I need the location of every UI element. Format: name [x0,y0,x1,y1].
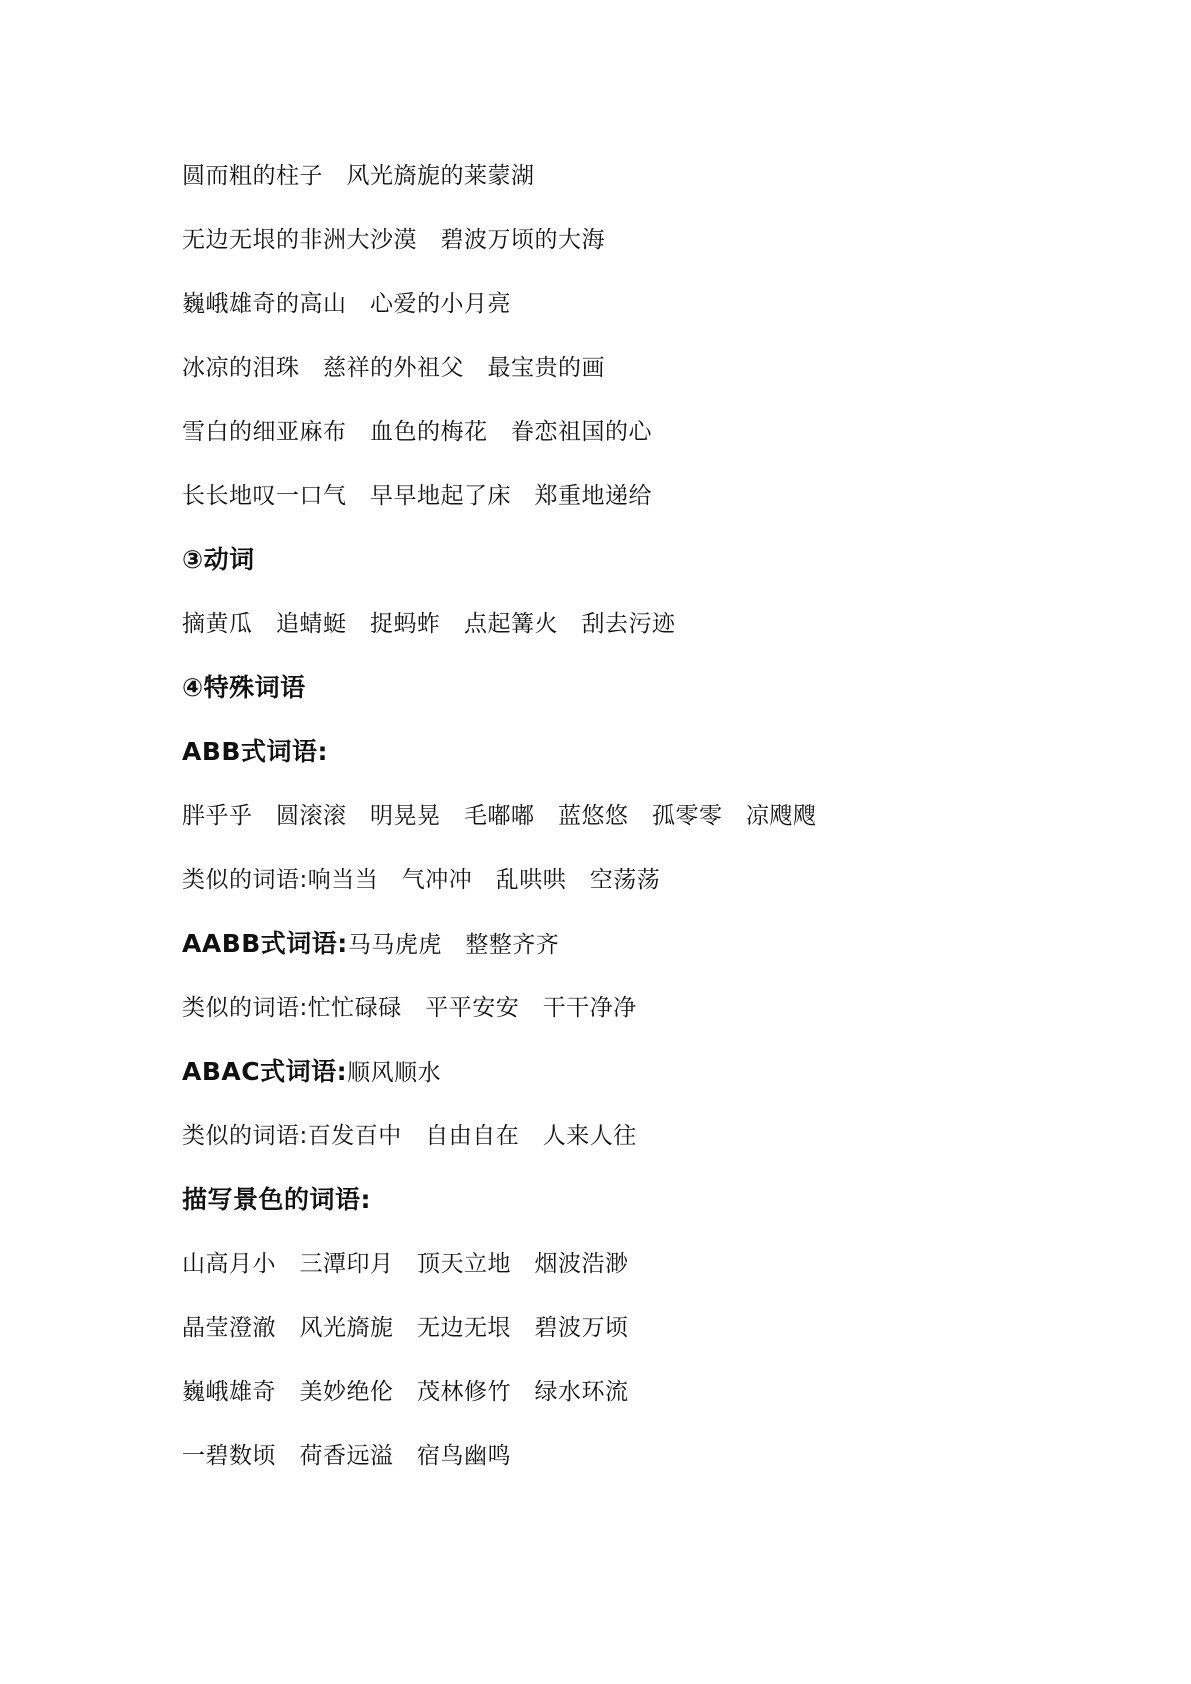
scenery-line: 山高月小 三潭印月 顶天立地 烟波浩渺 [182,1251,629,1277]
aabb-examples: 马马虎虎 整整齐齐 [347,932,560,958]
scenery-label: 描写景色的词语: [182,1185,371,1214]
aabb-label: AABB式词语: [182,929,348,958]
adjective-phrase-line: 冰凉的泪珠 慈祥的外祖父 最宝贵的画 [182,355,605,381]
verbs-line: 摘黄瓜 追蜻蜓 捉蚂蚱 点起篝火 刮去污迹 [182,611,676,637]
aabb-line [182,924,559,964]
abb-label: ABB式词语: [182,737,328,766]
adjective-phrase-line: 长长地叹一口气 早早地起了床 郑重地递给 [182,483,652,509]
scenery-line: 晶莹澄澈 风光旖旎 无边无垠 碧波万顷 [182,1315,629,1341]
scenery-label-line [182,1180,371,1220]
abac-similar: 类似的词语:百发百中 自由自在 人来人往 [182,1123,637,1149]
adjective-phrase-line: 巍峨雄奇的高山 心爱的小月亮 [182,291,511,317]
abac-line [182,1052,441,1092]
abac-label: ABAC式词语: [182,1057,348,1086]
scenery-line: 一碧数顷 荷香远溢 宿鸟幽鸣 [182,1443,511,1469]
verbs-heading: ③动词 [182,545,255,574]
abac-examples: 顺风顺水 [347,1060,442,1086]
adjective-phrase-line: 无边无垠的非洲大沙漠 碧波万顷的大海 [182,227,605,253]
adjective-phrase-line: 雪白的细亚麻布 血色的梅花 眷恋祖国的心 [182,419,652,445]
adjective-phrase-line: 圆而粗的柱子 风光旖旎的莱蒙湖 [182,163,535,189]
special-words-heading: ④特殊词语 [182,673,306,702]
abb-examples: 胖乎乎 圆滚滚 明晃晃 毛嘟嘟 蓝悠悠 孤零零 凉飕飕 [182,803,817,829]
abb-label-line [182,732,328,772]
scenery-line: 巍峨雄奇 美妙绝伦 茂林修竹 绿水环流 [182,1379,629,1405]
abb-similar: 类似的词语:响当当 气冲冲 乱哄哄 空荡荡 [182,867,661,893]
aabb-similar: 类似的词语:忙忙碌碌 平平安安 干干净净 [182,995,637,1021]
